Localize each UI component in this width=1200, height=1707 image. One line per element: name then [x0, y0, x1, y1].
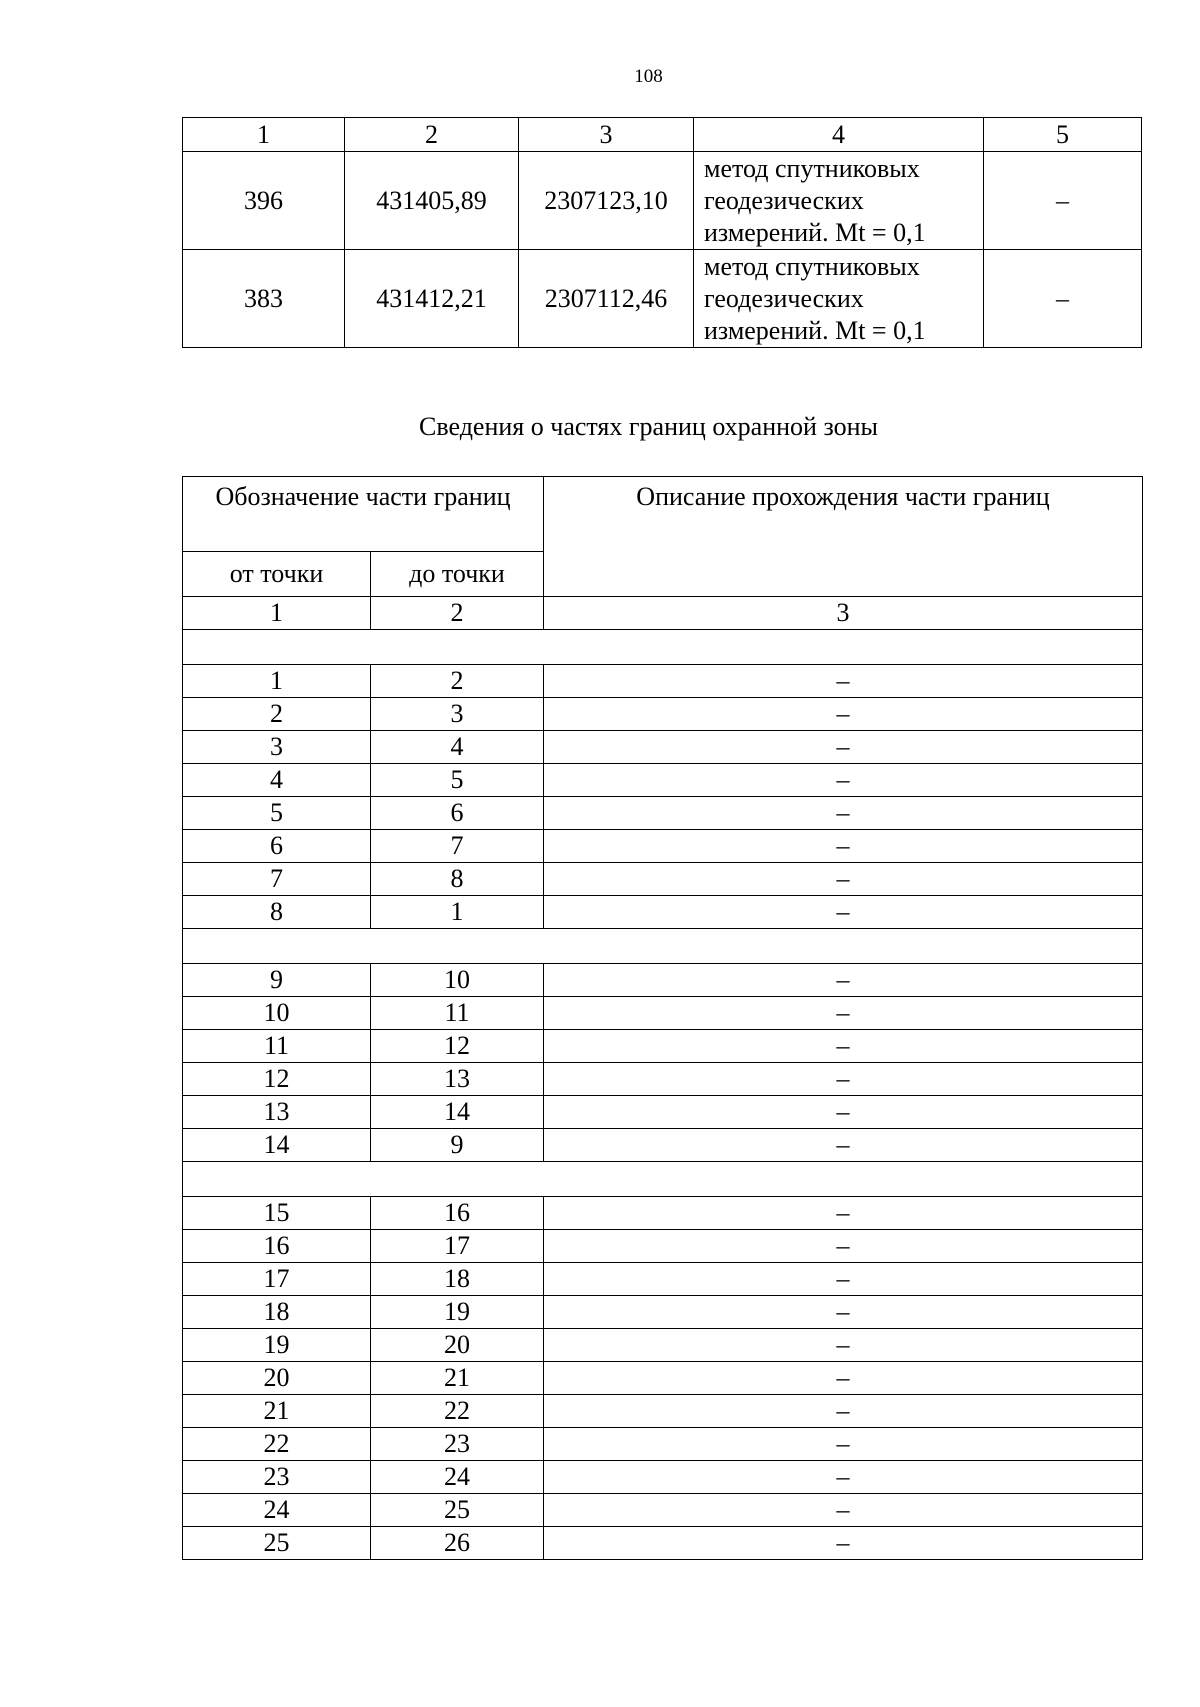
from-point: 12: [183, 1063, 371, 1096]
table-row: [183, 1030, 1143, 1063]
coordinate-x: 431412,21: [345, 250, 519, 348]
to-point: 14: [371, 1096, 544, 1129]
from-point: 24: [183, 1494, 371, 1527]
description: –: [544, 1329, 1143, 1362]
from-point: 16: [183, 1230, 371, 1263]
method-line: геодезических: [704, 185, 864, 215]
description: –: [544, 1428, 1143, 1461]
to-point: 1: [371, 896, 544, 929]
group-separator-row: [183, 630, 1143, 665]
description: –: [544, 1296, 1143, 1329]
to-point: 25: [371, 1494, 544, 1527]
description: –: [544, 863, 1143, 896]
table-row: [183, 1428, 1143, 1461]
to-point: 18: [371, 1263, 544, 1296]
to-point: 21: [371, 1362, 544, 1395]
coordinate-y: 2307123,10: [519, 152, 694, 250]
from-point: 7: [183, 863, 371, 896]
from-point: 14: [183, 1129, 371, 1162]
table-row: [183, 1296, 1143, 1329]
description: –: [544, 1129, 1143, 1162]
to-point: 11: [371, 997, 544, 1030]
method-line: измерений. Mt = 0,1: [704, 315, 926, 345]
table-row: [183, 1494, 1143, 1527]
table-row: [183, 1129, 1143, 1162]
description: –: [544, 1030, 1143, 1063]
from-point: 6: [183, 830, 371, 863]
column-number: 4: [694, 118, 984, 152]
description: –: [544, 797, 1143, 830]
method-cell: [694, 152, 984, 250]
group-separator-row: [183, 929, 1143, 964]
from-point: 5: [183, 797, 371, 830]
description: –: [544, 1494, 1143, 1527]
table-row: [183, 152, 1142, 250]
from-point: 18: [183, 1296, 371, 1329]
from-point: 15: [183, 1197, 371, 1230]
table-row: [183, 1263, 1143, 1296]
table-row: [183, 896, 1143, 929]
description: –: [544, 830, 1143, 863]
description: –: [544, 964, 1143, 997]
description: –: [544, 1230, 1143, 1263]
from-point: 17: [183, 1263, 371, 1296]
to-point: 8: [371, 863, 544, 896]
to-point: 16: [371, 1197, 544, 1230]
to-point: 9: [371, 1129, 544, 1162]
to-point: 5: [371, 764, 544, 797]
to-point: 6: [371, 797, 544, 830]
table-row: [183, 1329, 1143, 1362]
to-point: 17: [371, 1230, 544, 1263]
column-number: 5: [984, 118, 1142, 152]
section-title: Сведения о частях границ охранной зоны: [419, 412, 878, 441]
column-number: 3: [519, 118, 694, 152]
boundary-parts-table: [182, 476, 1143, 1560]
column-number: 2: [345, 118, 519, 152]
point-number: 396: [183, 152, 345, 250]
description: –: [544, 1063, 1143, 1096]
table-row: [183, 250, 1142, 348]
table-row: [183, 1362, 1143, 1395]
from-point: 4: [183, 764, 371, 797]
group-separator-cell: [183, 630, 1143, 665]
coordinates-header-row: [183, 118, 1142, 152]
description: –: [544, 896, 1143, 929]
table-row: [183, 1230, 1143, 1263]
from-point: 1: [183, 665, 371, 698]
table-row: [183, 1197, 1143, 1230]
group-separator-row: [183, 1162, 1143, 1197]
column-number: 1: [183, 597, 371, 630]
table-row: [183, 698, 1143, 731]
from-point: 23: [183, 1461, 371, 1494]
to-point: 23: [371, 1428, 544, 1461]
description: –: [544, 1527, 1143, 1560]
description: –: [544, 1263, 1143, 1296]
to-point: 19: [371, 1296, 544, 1329]
table-row: [183, 764, 1143, 797]
table-row: [183, 665, 1143, 698]
description: –: [544, 698, 1143, 731]
table-row: [183, 1527, 1143, 1560]
table-row: [183, 1395, 1143, 1428]
from-point: 19: [183, 1329, 371, 1362]
column-number: 3: [544, 597, 1143, 630]
from-point: 3: [183, 731, 371, 764]
description: –: [544, 1362, 1143, 1395]
table-row: [183, 1063, 1143, 1096]
column-number: 1: [183, 118, 345, 152]
description: –: [544, 1197, 1143, 1230]
table-row: [183, 731, 1143, 764]
from-point: 2: [183, 698, 371, 731]
boundary-designation-header: Обозначение части границ: [183, 477, 544, 552]
table-row: [183, 997, 1143, 1030]
from-point: 8: [183, 896, 371, 929]
note-cell: –: [984, 250, 1142, 348]
table-row: [183, 1096, 1143, 1129]
table-row: [183, 1461, 1143, 1494]
column-number: 2: [371, 597, 544, 630]
from-point: 11: [183, 1030, 371, 1063]
method-line: измерений. Mt = 0,1: [704, 217, 926, 247]
coordinates-table: [182, 117, 1142, 348]
table-row: [183, 863, 1143, 896]
table-row: [183, 964, 1143, 997]
from-point: 25: [183, 1527, 371, 1560]
from-point-header: от точки: [183, 552, 371, 597]
note-cell: –: [984, 152, 1142, 250]
column-numbers-row: [183, 597, 1143, 630]
coordinate-y: 2307112,46: [519, 250, 694, 348]
table-row: [183, 830, 1143, 863]
to-point: 2: [371, 665, 544, 698]
from-point: 10: [183, 997, 371, 1030]
to-point: 26: [371, 1527, 544, 1560]
to-point: 12: [371, 1030, 544, 1063]
to-point: 20: [371, 1329, 544, 1362]
description: –: [544, 1096, 1143, 1129]
method-line: метод спутниковых: [704, 153, 920, 183]
to-point: 10: [371, 964, 544, 997]
to-point: 22: [371, 1395, 544, 1428]
description: –: [544, 1395, 1143, 1428]
to-point: 4: [371, 731, 544, 764]
page-number: 108: [634, 66, 663, 87]
description: –: [544, 997, 1143, 1030]
from-point: 9: [183, 964, 371, 997]
point-number: 383: [183, 250, 345, 348]
to-point: 3: [371, 698, 544, 731]
to-point: 7: [371, 830, 544, 863]
to-point-header: до точки: [371, 552, 544, 597]
from-point: 13: [183, 1096, 371, 1129]
coordinate-x: 431405,89: [345, 152, 519, 250]
header-row: [183, 477, 1143, 552]
from-point: 20: [183, 1362, 371, 1395]
description: –: [544, 764, 1143, 797]
method-cell: [694, 250, 984, 348]
description-header: Описание прохождения части границ: [544, 477, 1143, 597]
method-line: геодезических: [704, 283, 864, 313]
description: –: [544, 731, 1143, 764]
description: –: [544, 665, 1143, 698]
from-point: 22: [183, 1428, 371, 1461]
table-row: [183, 797, 1143, 830]
group-separator-cell: [183, 1162, 1143, 1197]
to-point: 24: [371, 1461, 544, 1494]
to-point: 13: [371, 1063, 544, 1096]
description: –: [544, 1461, 1143, 1494]
group-separator-cell: [183, 929, 1143, 964]
from-point: 21: [183, 1395, 371, 1428]
method-line: метод спутниковых: [704, 251, 920, 281]
